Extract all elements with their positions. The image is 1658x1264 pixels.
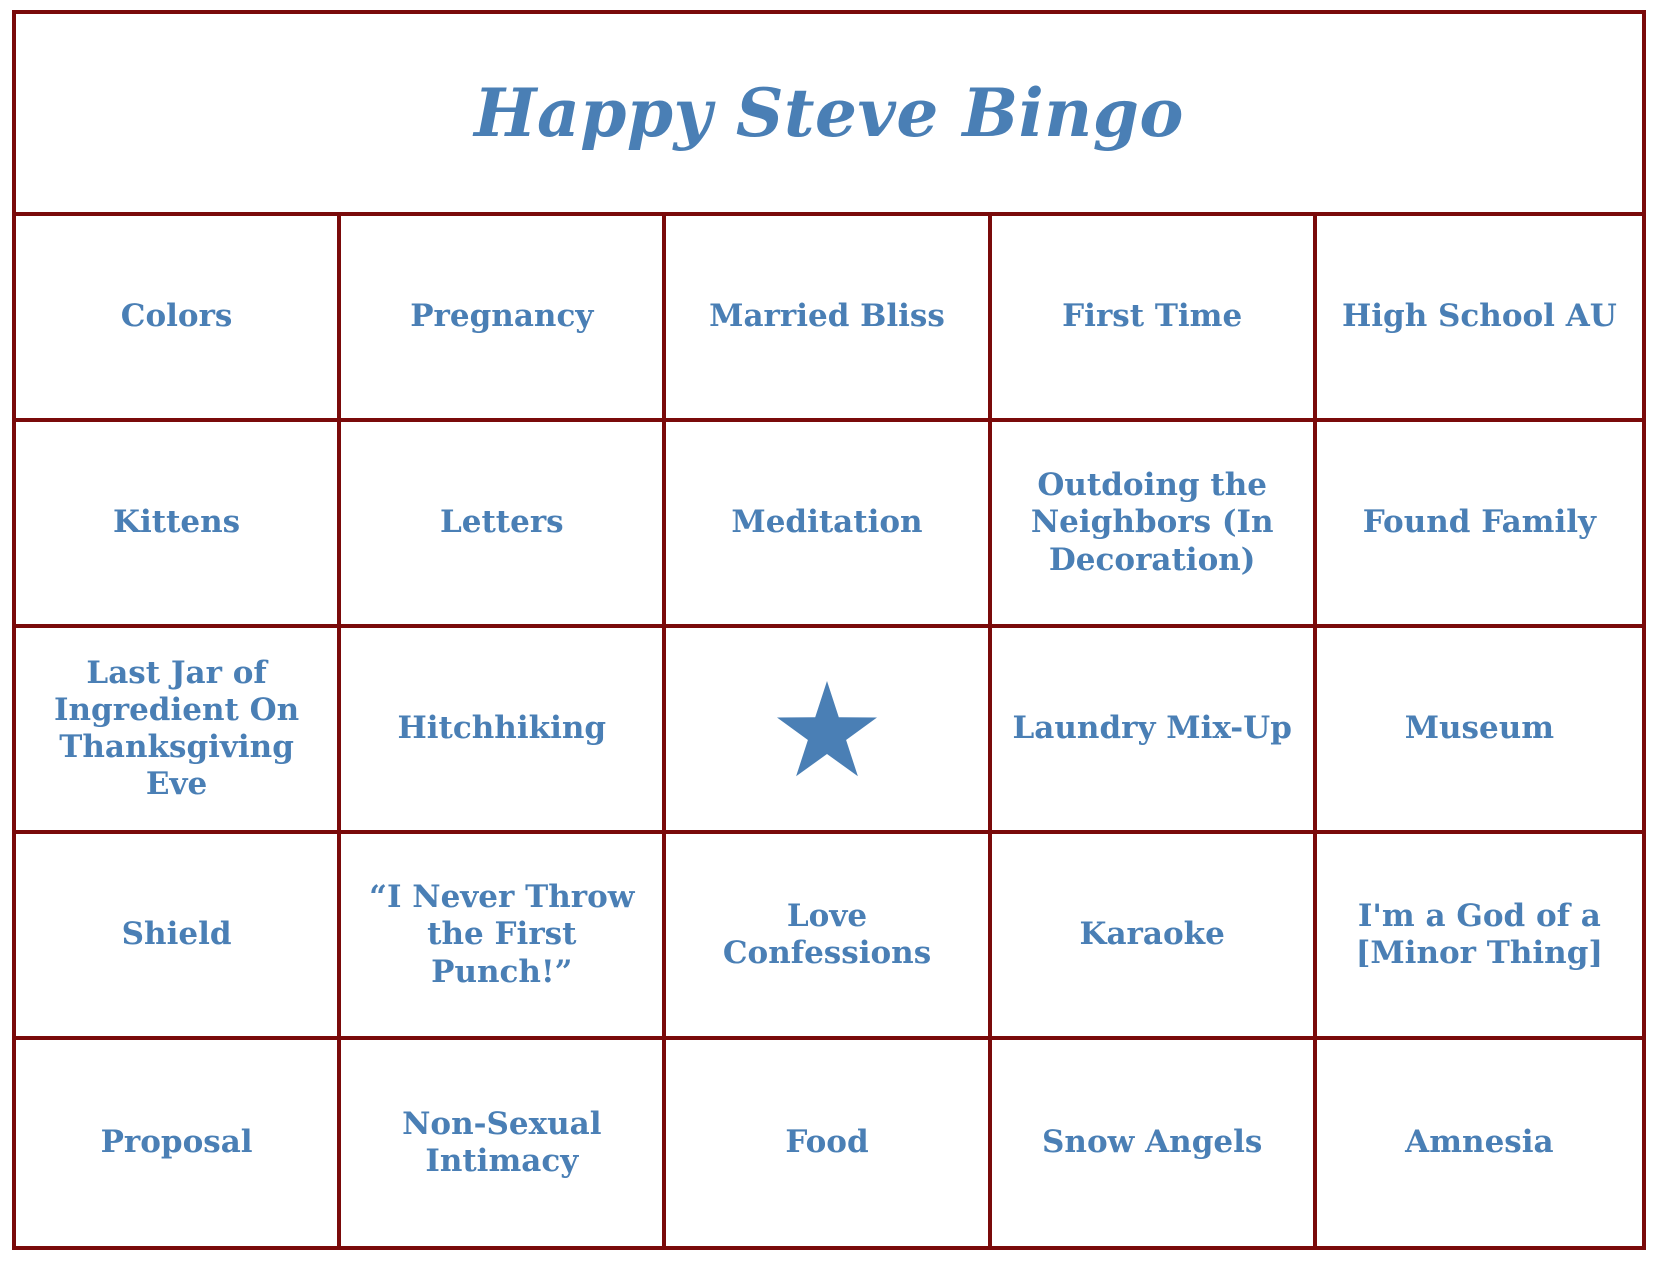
bingo-cell-high-school-au: High School AU [1317, 216, 1642, 422]
title-row [16, 14, 1642, 216]
bingo-cell-found-family: Found Family [1317, 422, 1642, 628]
bingo-cell-food: Food [666, 1040, 991, 1246]
bingo-cell-love-confessions: Love Confessions [666, 834, 991, 1040]
bingo-cell-snow-angels: Snow Angels [992, 1040, 1317, 1246]
bingo-title: Happy Steve Bingo [474, 74, 1184, 152]
bingo-cell-meditation: Meditation [666, 422, 991, 628]
bingo-grid [16, 216, 1642, 1246]
bingo-cell-god-of-minor-thing: I'm a God of a [Minor Thing] [1317, 834, 1642, 1040]
bingo-cell-first-time: First Time [992, 216, 1317, 422]
bingo-cell-karaoke: Karaoke [992, 834, 1317, 1040]
bingo-cell-colors: Colors [16, 216, 341, 422]
bingo-card [12, 10, 1646, 1250]
bingo-cell-first-punch: “I Never Throw the First Punch!” [341, 834, 666, 1040]
star-icon [777, 681, 877, 777]
bingo-cell-last-jar: Last Jar of Ingredient On Thanksgiving Eve [16, 628, 341, 834]
bingo-cell-museum: Museum [1317, 628, 1642, 834]
bingo-cell-non-sexual-intimacy: Non-Sexual Intimacy [341, 1040, 666, 1246]
bingo-cell-hitchhiking: Hitchhiking [341, 628, 666, 834]
bingo-cell-proposal: Proposal [16, 1040, 341, 1246]
bingo-cell-letters: Letters [341, 422, 666, 628]
bingo-cell-free-space [666, 628, 991, 834]
bingo-cell-married-bliss: Married Bliss [666, 216, 991, 422]
bingo-cell-kittens: Kittens [16, 422, 341, 628]
bingo-cell-amnesia: Amnesia [1405, 1124, 1554, 1161]
bingo-cell-outdoing-neighbors: Outdoing the Neighbors (In Decoration) [992, 422, 1317, 628]
bingo-cell-shield: Shield [16, 834, 341, 1040]
bingo-cell-laundry-mix-up: Laundry Mix-Up [992, 628, 1317, 834]
bingo-cell-pregnancy: Pregnancy [341, 216, 666, 422]
